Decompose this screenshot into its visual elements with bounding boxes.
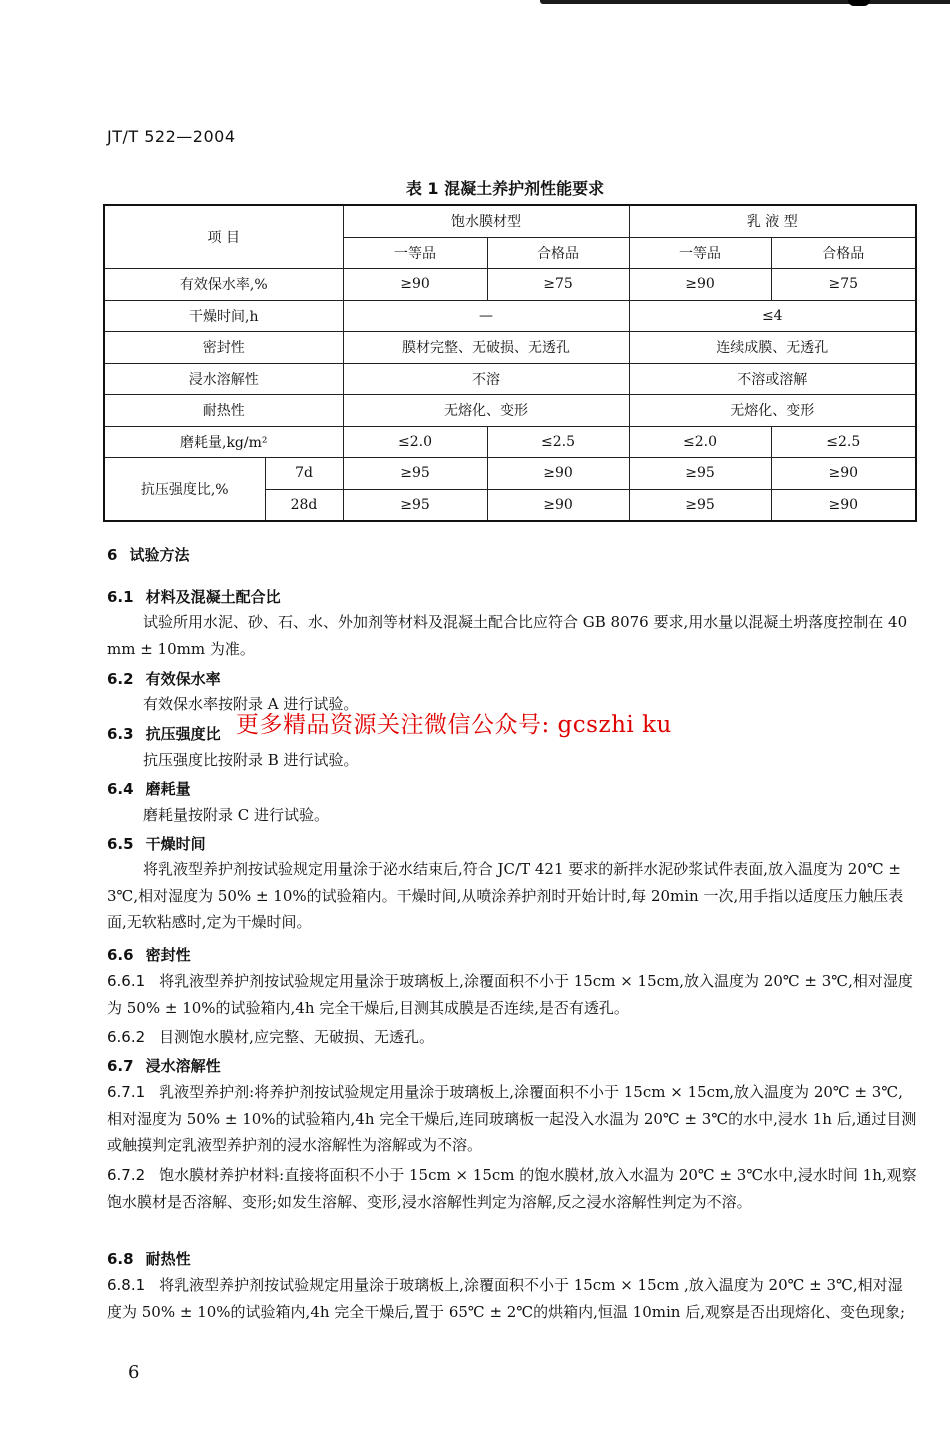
table-cell: ≤4 [629,300,916,332]
table-cell: ≥95 [343,458,487,490]
header-grade: 一等品 [629,237,771,269]
paragraph: 抗压强度比按附录 B 进行试验。 [143,751,359,769]
table-cell: ≥90 [771,489,916,521]
section-heading: 6.8 耐热性 [107,1250,191,1268]
table-cell: 无熔化、变形 [343,395,629,427]
table-cell: 不溶或溶解 [629,363,916,395]
row-label: 密封性 [104,332,343,364]
section-heading: 6 试验方法 [107,546,190,564]
paragraph: 6.6.2 目测饱水膜材,应完整、无破损、无透孔。 [107,1028,434,1046]
table-cell: ≥75 [771,269,916,301]
section-heading: 6.1 材料及混凝土配合比 [107,588,281,606]
table-cell: ≥90 [771,458,916,490]
table-cell: ≤2.0 [343,426,487,458]
table-cell: ≥95 [343,489,487,521]
header-grade: 合格品 [771,237,916,269]
section-heading: 6.5 干燥时间 [107,835,206,853]
table-row [104,300,916,332]
table-cell: ≤2.0 [629,426,771,458]
table-header-row [104,205,916,237]
row-label: 干燥时间,h [104,300,343,332]
table-row [104,395,916,427]
table-row [104,269,916,301]
row-label: 浸水溶解性 [104,363,343,395]
section-heading: 6.2 有效保水率 [107,670,221,688]
paragraph: 6.7.2 饱水膜材养护材料:直接将面积不小于 15cm × 15cm 的饱水膜材,放入水温为 20℃ ± 3℃水中,浸水时间 1h,观察饱水膜材是否溶解、变形;如发生溶解、变形,浸水溶解性判定为溶解,反之浸水溶解性判定为不溶。 [107,1166,917,1211]
table-cell: ≥90 [487,458,629,490]
section-heading: 6.7 浸水溶解性 [107,1057,221,1075]
standard-code: JT/T 522—2004 [107,127,236,146]
row-label: 耐热性 [104,395,343,427]
table-cell: — [343,300,629,332]
paragraph: 6.7.1 乳液型养护剂:将养护剂按试验规定用量涂于玻璃板上,涂覆面积不小于 15cm × 15cm,放入温度为 20℃ ± 3℃,相对湿度为 50% ± 10%的试验箱内,4h 完全干燥后,连同玻璃板一起没入水温为 20℃ ± 3℃的水中,浸水 1h 后,通过目测或触摸判定乳液型养护剂的浸水溶解性为溶解或为不溶。 [107,1083,917,1154]
watermark-text: 更多精品资源关注微信公众号: gcszhi ku [236,712,672,738]
header-item: 项 目 [104,205,343,269]
table-row [104,363,916,395]
table-cell: 连续成膜、无透孔 [629,332,916,364]
row-sublabel: 7d [265,458,343,490]
paragraph: 6.8.1 将乳液型养护剂按试验规定用量涂于玻璃板上,涂覆面积不小于 15cm × 15cm ,放入温度为 20℃ ± 3℃,相对湿度为 50% ± 10%的试验箱内,4h 完全干燥后,置于 65℃ ± 2℃的烘箱内,恒温 10min 后,观察是否出现熔化、变色现象; [107,1276,906,1321]
table-title: 表 1 混凝土养护剂性能要求 [405,179,605,198]
header-grade: 合格品 [487,237,629,269]
paragraph: 6.6.1 将乳液型养护剂按试验规定用量涂于玻璃板上,涂覆面积不小于 15cm × 15cm,放入温度为 20℃ ± 3℃,相对湿度为 50% ± 10%的试验箱内,4h 完全干燥后,目测其成膜是否连续,是否有透孔。 [107,972,913,1017]
row-label: 抗压强度比,% [104,458,265,522]
table-cell: 膜材完整、无破损、无透孔 [343,332,629,364]
row-label: 有效保水率,% [104,269,343,301]
section-heading: 6.3 抗压强度比 [107,725,221,743]
section-heading: 6.6 密封性 [107,946,191,964]
table-cell: 不溶 [343,363,629,395]
row-label: 磨耗量,kg/m² [104,426,343,458]
table-cell: ≥75 [487,269,629,301]
table-row [104,458,916,490]
table-cell: ≤2.5 [771,426,916,458]
table-cell: ≥90 [629,269,771,301]
header-group-emulsion: 乳 液 型 [629,205,916,237]
table-cell: ≥95 [629,458,771,490]
page-number: 6 [128,1362,140,1383]
table-row [104,426,916,458]
header-group-membrane: 饱水膜材型 [343,205,629,237]
table-cell: ≥95 [629,489,771,521]
header-grade: 一等品 [343,237,487,269]
table-cell: ≥90 [343,269,487,301]
paragraph: 试验所用水泥、砂、石、水、外加剂等材料及混凝土配合比应符合 GB 8076 要求,用水量以混凝土坍落度控制在 40 mm ± 10mm 为准。 [107,613,908,658]
scan-edge-mark [0,0,950,8]
performance-table [103,204,917,522]
section-heading: 6.4 磨耗量 [107,780,191,798]
table-cell: ≥90 [487,489,629,521]
table-cell: 无熔化、变形 [629,395,916,427]
paragraph: 将乳液型养护剂按试验规定用量涂于泌水结束后,符合 JC/T 421 要求的新拌水泥砂浆试件表面,放入温度为 20℃ ± 3℃,相对湿度为 50% ± 10%的试验箱内。干燥时间,从喷涂养护剂时开始计时,每 20min 一次,用手指以适度压力触压表面,无软粘感时,定为干燥时间。 [107,860,904,931]
row-sublabel: 28d [265,489,343,521]
paragraph: 有效保水率按附录 A 进行试验。 [143,695,359,713]
table-cell: ≤2.5 [487,426,629,458]
paragraph: 磨耗量按附录 C 进行试验。 [143,806,330,824]
table-row [104,332,916,364]
